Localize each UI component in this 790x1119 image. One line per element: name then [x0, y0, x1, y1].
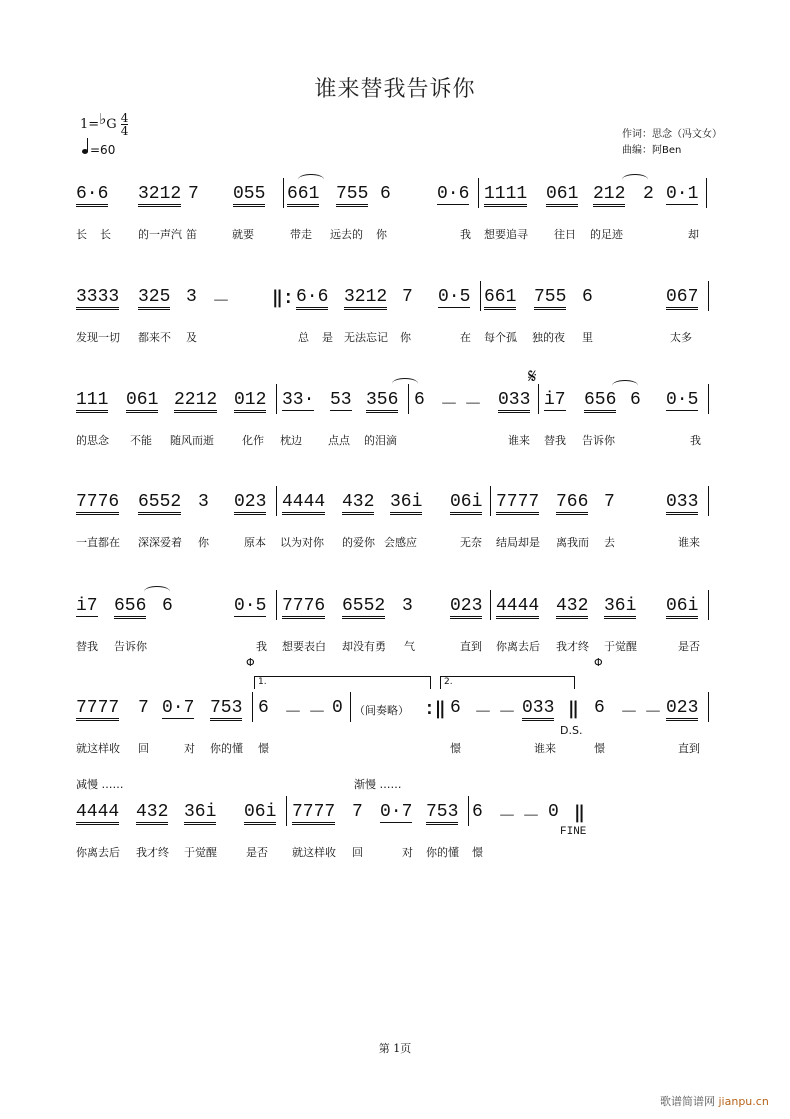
- lyric: 告诉你: [582, 434, 615, 447]
- key-note: G: [106, 117, 117, 132]
- lyric: 结局却是: [496, 536, 540, 549]
- note-group: 53: [330, 390, 352, 410]
- lyric: 不能: [130, 434, 152, 447]
- barline: [478, 178, 479, 208]
- note-group: 4444: [76, 802, 119, 825]
- note-group: 023: [450, 596, 482, 619]
- note-group: 0: [332, 698, 343, 718]
- interlude-note: （间奏略）: [354, 704, 409, 717]
- note-group: 6: [582, 287, 593, 307]
- lyric: 你离去后: [496, 640, 540, 653]
- lyric: 里: [582, 331, 593, 344]
- barline: [708, 281, 709, 311]
- note-group: 3212: [344, 287, 387, 310]
- barline: [708, 692, 709, 722]
- note-group: 212: [593, 184, 625, 207]
- ritardando-1: 减慢 ……: [76, 778, 124, 791]
- note-group: －: [522, 808, 540, 828]
- note-group: 06i: [244, 802, 276, 825]
- note-group: 753: [426, 802, 458, 825]
- note-group: 6552: [342, 596, 385, 619]
- note-group: 0·7: [380, 802, 413, 822]
- note-group: 36i: [390, 492, 422, 515]
- note-group: 766: [556, 492, 588, 515]
- note-group: 7777: [292, 802, 335, 825]
- lyric: 往日: [554, 228, 576, 241]
- barline: [283, 178, 284, 208]
- repeat-start: ‖:: [272, 289, 294, 309]
- song-title: 谁来替我告诉你: [314, 77, 476, 102]
- lyric: 直到: [678, 742, 700, 755]
- note-group: 0·6: [437, 184, 470, 204]
- note-group: 6: [258, 698, 269, 718]
- lyric: 发现一切: [76, 331, 120, 344]
- barline: [468, 796, 469, 826]
- lyric: 于觉醒: [604, 640, 637, 653]
- lyric: 是否: [678, 640, 700, 653]
- barline: [286, 796, 287, 826]
- lyric: 想要追寻: [484, 228, 528, 241]
- note-group: －: [498, 704, 516, 724]
- barline: [708, 590, 709, 620]
- note-group: 0: [548, 802, 559, 822]
- final-barline: ‖: [574, 804, 585, 824]
- note-group: 6: [630, 390, 641, 410]
- coda-icon: Φ: [594, 656, 603, 669]
- note-group: 33·: [282, 390, 315, 410]
- note-group: 755: [534, 287, 566, 310]
- lyric: 长: [76, 228, 87, 241]
- lyric: 随风而逝: [170, 434, 214, 447]
- lyric: 长: [100, 228, 111, 241]
- double-barline: ‖: [568, 700, 579, 720]
- barline: [708, 486, 709, 516]
- lyric: 化作: [242, 434, 264, 447]
- lyric: 想要表白: [282, 640, 326, 653]
- note-group: 6: [594, 698, 605, 718]
- note-group: 6552: [138, 492, 181, 515]
- note-group: 432: [342, 492, 374, 515]
- note-group: 023: [666, 698, 698, 721]
- watermark-site: jianpu.cn: [718, 1095, 769, 1108]
- barline: [490, 590, 491, 620]
- note-group: －: [464, 396, 482, 416]
- note-group: 7: [352, 802, 363, 822]
- note-group: 6·6: [296, 287, 328, 310]
- note-group: 0·5: [666, 390, 699, 410]
- barline: [490, 486, 491, 516]
- lyric: 憬: [594, 742, 605, 755]
- note-group: 356: [366, 390, 398, 413]
- note-group: －: [498, 808, 516, 828]
- lyric: 我: [460, 228, 471, 241]
- note-group: 753: [210, 698, 242, 721]
- lyric: 笛: [186, 228, 197, 241]
- lyric: 你的懂: [426, 846, 459, 859]
- lyric: 是: [322, 331, 333, 344]
- note-group: 656: [584, 390, 616, 413]
- lyric: 回: [138, 742, 149, 755]
- lyric: 你离去后: [76, 846, 120, 859]
- lyric: 谁来: [508, 434, 530, 447]
- credits: [622, 127, 722, 159]
- lyric: 憬: [450, 742, 461, 755]
- lyric: 太多: [670, 331, 692, 344]
- barline: [276, 590, 277, 620]
- note-group: 3212: [138, 184, 181, 207]
- note-group: 7: [604, 492, 615, 512]
- lyric: 无法忘记: [344, 331, 388, 344]
- note-group: 432: [136, 802, 168, 825]
- lyric: 无奈: [460, 536, 482, 549]
- barline: [708, 384, 709, 414]
- note-group: 012: [234, 390, 266, 413]
- barline: [276, 384, 277, 414]
- arranger: 曲编：阿Ben: [622, 145, 682, 156]
- lyric: 就要: [232, 228, 254, 241]
- note-group: 7777: [496, 492, 539, 515]
- page-number: 第 1页: [378, 1042, 412, 1055]
- barline: [480, 281, 481, 311]
- note-group: 067: [666, 287, 698, 310]
- note-group: 3: [402, 596, 413, 616]
- note-group: 0·1: [666, 184, 699, 204]
- lyric: 对: [402, 846, 413, 859]
- lyric: 的足迹: [590, 228, 623, 241]
- lyric: 每个孤: [484, 331, 517, 344]
- note-group: 06i: [450, 492, 482, 515]
- note-group: 661: [484, 287, 516, 310]
- lyric: 一直都在: [76, 536, 120, 549]
- note-group: 0·5: [438, 287, 471, 307]
- lyric: 就这样收: [292, 846, 336, 859]
- tempo-marking: [82, 143, 115, 157]
- barline: [350, 692, 351, 722]
- lyric: 离我而: [556, 536, 589, 549]
- note-group: 36i: [184, 802, 216, 825]
- note-group: 7776: [282, 596, 325, 619]
- barline: [252, 692, 253, 722]
- tempo-value: =60: [90, 143, 116, 157]
- note-group: 033: [498, 390, 530, 413]
- time-numerator: 4: [120, 111, 129, 125]
- barline: [538, 384, 539, 414]
- note-group: 033: [666, 492, 698, 515]
- note-group: 06i: [666, 596, 698, 619]
- lyric: 谁来: [678, 536, 700, 549]
- note-group: 36i: [604, 596, 636, 619]
- quarter-note-icon: [82, 149, 88, 154]
- note-group: －: [308, 704, 326, 724]
- lyric: 远去的: [330, 228, 363, 241]
- note-group: 7776: [76, 492, 119, 515]
- lyric: 独的夜: [532, 331, 565, 344]
- note-group: 2212: [174, 390, 217, 413]
- note-group: 3333: [76, 287, 119, 310]
- note-group: －: [440, 396, 458, 416]
- note-group: 432: [556, 596, 588, 619]
- volta-1-label: 1.: [258, 677, 267, 687]
- note-group: 4444: [496, 596, 539, 619]
- note-group: 1111: [484, 184, 527, 207]
- lyric: 及: [186, 331, 197, 344]
- note-group: －: [644, 704, 662, 724]
- note-group: 656: [114, 596, 146, 619]
- lyric: 却: [688, 228, 699, 241]
- lyric: 的思念: [76, 434, 109, 447]
- lyric: 的一声汽: [138, 228, 182, 241]
- note-group: 0·7: [162, 698, 195, 718]
- note-group: －: [212, 293, 230, 313]
- lyric: 憬: [472, 846, 483, 859]
- lyric: 带走: [290, 228, 312, 241]
- volta-2: [440, 676, 575, 689]
- note-group: 755: [336, 184, 368, 207]
- lyric: 我: [690, 434, 701, 447]
- volta-2-label: 2.: [444, 677, 453, 687]
- watermark: [660, 1093, 769, 1109]
- note-group: 7: [138, 698, 149, 718]
- lyric: 我才终: [556, 640, 589, 653]
- lyric: 回: [352, 846, 363, 859]
- lyric: 以为对你: [280, 536, 324, 549]
- note-group: －: [284, 704, 302, 724]
- note-group: 023: [234, 492, 266, 515]
- lyric: 告诉你: [114, 640, 147, 653]
- note-group: 111: [76, 390, 108, 413]
- key-signature: [80, 110, 128, 137]
- note-group: 7: [188, 184, 199, 204]
- flat-icon: ♭: [99, 110, 107, 128]
- fine-marking: FINE: [560, 826, 587, 838]
- lyric: 会感应: [384, 536, 417, 549]
- ritardando-2: 渐慢 ……: [354, 778, 402, 791]
- lyric: 你: [198, 536, 209, 549]
- segno-icon: 𝄋: [528, 364, 537, 388]
- lyric: 于觉醒: [184, 846, 217, 859]
- time-signature: [121, 112, 129, 137]
- note-group: 6: [450, 698, 461, 718]
- lyric: 原本: [244, 536, 266, 549]
- lyric: 深深爱着: [138, 536, 182, 549]
- lyric: 去: [604, 536, 615, 549]
- lyric: 枕边: [280, 434, 302, 447]
- lyric: 憬: [258, 742, 269, 755]
- lyric: 你的懂: [210, 742, 243, 755]
- note-group: 0·5: [234, 596, 267, 616]
- watermark-cn: 歌谱简谱网: [660, 1095, 715, 1108]
- note-group: 3: [186, 287, 197, 307]
- lyric: 谁来: [534, 742, 556, 755]
- note-group: 6: [380, 184, 391, 204]
- lyric: 是否: [246, 846, 268, 859]
- note-group: 6: [414, 390, 425, 410]
- barline: [408, 384, 409, 414]
- lyric: 总: [298, 331, 309, 344]
- lyric: 替我: [76, 640, 98, 653]
- lyric: 却没有勇: [342, 640, 386, 653]
- note-group: 325: [138, 287, 170, 310]
- note-group: 033: [522, 698, 554, 721]
- lyric: 直到: [460, 640, 482, 653]
- note-group: 7: [402, 287, 413, 307]
- note-group: 055: [233, 184, 265, 207]
- repeat-end: :‖: [424, 700, 446, 720]
- note-group: 6: [162, 596, 173, 616]
- lyric: 都来不: [138, 331, 171, 344]
- barline: [276, 486, 277, 516]
- note-group: －: [474, 704, 492, 724]
- note-group: 061: [126, 390, 158, 413]
- lyric: 你: [400, 331, 411, 344]
- lyric: 在: [460, 331, 471, 344]
- key-prefix: 1=: [80, 117, 100, 132]
- note-group: 2: [643, 184, 654, 204]
- tie: [392, 378, 418, 389]
- lyric: 的泪滴: [364, 434, 397, 447]
- lyric: 我: [256, 640, 267, 653]
- note-group: 4444: [282, 492, 325, 515]
- note-group: 6·6: [76, 184, 108, 207]
- note-group: i7: [544, 390, 566, 410]
- note-group: 6: [472, 802, 483, 822]
- lyric: 气: [404, 640, 415, 653]
- note-group: －: [620, 704, 638, 724]
- note-group: 061: [546, 184, 578, 207]
- lyric: 的爱你: [342, 536, 375, 549]
- note-group: i7: [76, 596, 98, 616]
- lyric: 对: [184, 742, 195, 755]
- time-denominator: 4: [120, 124, 129, 138]
- dal-segno: D.S.: [560, 724, 583, 737]
- note-group: 7777: [76, 698, 119, 721]
- lyricist: 作词：思念（冯文女）: [622, 129, 722, 140]
- note-group: 661: [287, 184, 319, 207]
- volta-1: [254, 676, 431, 689]
- lyric: 我才终: [136, 846, 169, 859]
- coda-icon: Φ: [246, 656, 255, 669]
- lyric: 就这样收: [76, 742, 120, 755]
- lyric: 替我: [544, 434, 566, 447]
- lyric: 点点: [328, 434, 350, 447]
- barline: [706, 178, 707, 208]
- lyric: 你: [376, 228, 387, 241]
- note-group: 3: [198, 492, 209, 512]
